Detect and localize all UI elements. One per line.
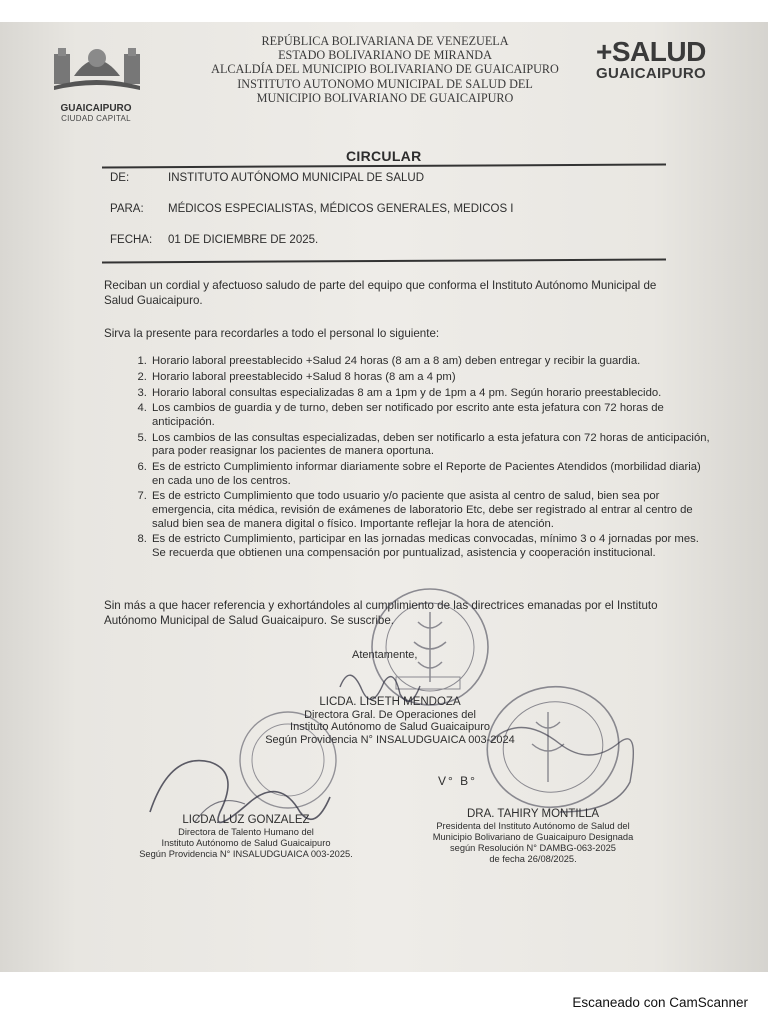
list-item: 8. Es de estricto Cumplimiento, participar en las jornadas medicas convocadas, mínimo 3 o 4 jornadas por mes. Se recuerda que obtienen una compensación por puntualizad, asistencia y cooperación institucional. (150, 533, 714, 560)
intro-paragraph: Sirva la presente para recordarles a todo el personal lo siguiente: (104, 327, 440, 340)
list-item: 5. Los cambios de las consultas especializadas, deben ser notificarlo a esta jefatura con 72 horas de anticipación, para poder reasignar los pacientes de manera oportuna. (150, 432, 714, 459)
camscanner-watermark: Escaneado con CamScanner (572, 995, 748, 1010)
right-logo-line1: +SALUD (596, 36, 706, 67)
municipal-emblem-icon (46, 36, 146, 96)
meta-fecha (110, 234, 318, 246)
meta-divider (102, 259, 666, 263)
right-signature-block (418, 808, 648, 865)
left-logo-subtitle: CIUDAD CAPITAL (61, 114, 131, 123)
left-signer-role: Directora de Talento Humano del (178, 826, 314, 837)
letterhead-line: ALCALDÍA DEL MUNICIPIO BOLIVARIANO DE GUAICAIPURO (211, 62, 559, 77)
letterhead-line: MUNICIPIO BOLIVARIANO DE GUAICAIPURO (256, 90, 514, 105)
reminder-list (104, 355, 714, 563)
fecha-label: FECHA: (110, 234, 153, 246)
right-logo-line2: GUAICAIPURO (596, 65, 706, 82)
list-item: 2. Horario laboral preestablecido +Salud 8 horas (8 am a 4 pm) (150, 371, 714, 385)
main-signer-ref: Según Providencia N° INSALUDGUAICA 003-2024 (265, 733, 515, 746)
letterhead-line: ESTADO BOLIVARIANO DE MIRANDA (278, 48, 492, 63)
atentamente: Atentamente, (352, 649, 418, 661)
title-divider (102, 164, 666, 168)
main-signer-role: Directora Gral. De Operaciones del (304, 708, 476, 721)
left-signer-name: LICDA. LUZ GONZALEZ (182, 814, 310, 826)
closing-paragraph: Sin más a que hacer referencia y exhortándoles al cumplimiento de las directrices emanadas por el Instituto Autónomo Municipal de Salud Guaicaipuro. Se suscribe. (104, 599, 658, 627)
meta-para (110, 203, 514, 215)
right-signer-name: DRA. TAHIRY MONTILLA (466, 808, 600, 820)
para-value: MÉDICOS ESPECIALISTAS, MÉDICOS GENERALES, MEDICOS I (168, 203, 514, 215)
main-signer-name: LICDA. LISETH MENDOZA (319, 696, 461, 708)
list-item: 3. Horario laboral consultas especializadas 8 am a 1pm y de 1pm a 4 pm. Según horario preestablecido. (150, 387, 714, 401)
greeting-paragraph: Reciban un cordial y afectuoso saludo de parte del equipo que conforma el Instituto Autónomo Municipal de Salud Guaicaipuro. (104, 279, 657, 307)
right-signer-role: Municipio Bolivariano de Guaicaipuro Designada (432, 831, 634, 842)
left-signature-block (128, 814, 364, 860)
list-item: 7. Es de estricto Cumplimiento que todo usuario y/o paciente que asista al centro de salud, bien sea por emergencia, cita médica, revisión de exámenes de laboratorio Etc, debe ser registrado al entrar al centro de salud bien sea de manera digital o físico. Importante reflejar la hora de atención. (150, 490, 714, 531)
right-signer-role: Presidenta del Instituto Autónomo de Salud del (436, 820, 630, 831)
mas-salud-logo (596, 38, 726, 82)
main-signature-block (240, 696, 540, 746)
left-logo-name: GUAICAIPURO (60, 103, 132, 114)
main-signer-role: Instituto Autónomo de Salud Guaicaipuro (290, 721, 490, 733)
letterhead (200, 34, 570, 105)
right-signer-role: según Resolución N° DAMBG-063-2025 (450, 842, 616, 853)
letterhead-line: INSTITUTO AUTONOMO MUNICIPAL DE SALUD DEL (237, 76, 533, 91)
list-item: 6. Es de estricto Cumplimiento informar diariamente sobre el Reporte de Pacientes Atendidos (morbilidad diaria) en cada uno de los centros. (150, 461, 714, 488)
guaicaipuro-logo (46, 36, 146, 123)
fecha-value: 01 DE DICIEMBRE DE 2025. (168, 234, 319, 246)
meta-de (110, 172, 424, 184)
list-item: 4. Los cambios de guardia y de turno, deben ser notificado por escrito ante esta jefatura con 72 horas de anticipación. (150, 402, 714, 429)
left-signer-ref: Según Providencia N° INSALUDGUAICA 003-2025. (139, 848, 353, 859)
scanned-page (0, 22, 768, 972)
left-signer-role: Instituto Autónomo de Salud Guaicaipuro (161, 837, 331, 848)
list-item: 1. Horario laboral preestablecido +Salud 24 horas (8 am a 8 am) deben entregar y recibir la guardia. (150, 355, 714, 369)
de-label: DE: (110, 172, 130, 184)
de-value: INSTITUTO AUTÓNOMO MUNICIPAL DE SALUD (168, 172, 425, 184)
para-label: PARA: (110, 203, 144, 215)
document-title: CIRCULAR (346, 148, 422, 164)
visto-bueno: V° B° (438, 774, 477, 788)
letterhead-line: REPÚBLICA BOLIVARIANA DE VENEZUELA (261, 34, 509, 48)
right-signer-role: de fecha 26/08/2025. (489, 853, 577, 864)
